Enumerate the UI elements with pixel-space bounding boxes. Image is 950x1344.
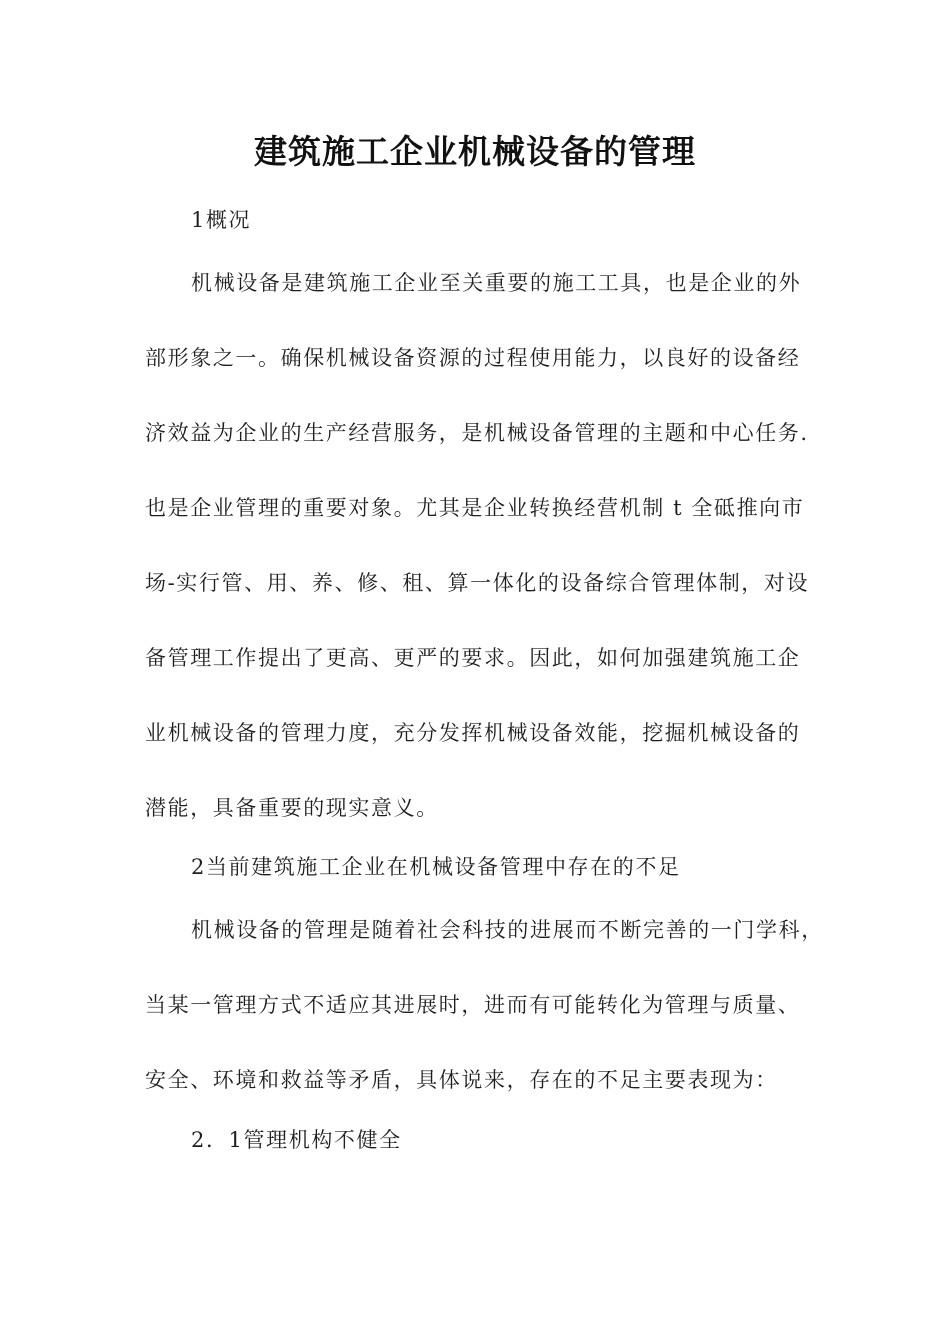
paragraph-line: 机械设备是建筑施工企业至关重要的施工工具，也是企业的外 [191, 271, 802, 295]
paragraph-line: 安全、环境和救益等矛盾，具体说来，存在的不足主要表现为： [145, 1068, 778, 1092]
subsection-heading: 2．1管理机构不健全 [191, 1128, 402, 1152]
paragraph-line: 备管理工作提出了更高、更严的要求。因此，如何加强建筑施工企 [145, 646, 801, 670]
document-title: 建筑施工企业机械设备的管理 [254, 132, 696, 171]
paragraph-line: 机械设备的管理是随着社会科技的进展而不断完善的一门学科， [191, 918, 824, 942]
paragraph-line: 济效益为企业的生产经营服务，是机械设备管理的主题和中心任务. [145, 421, 809, 445]
paragraph-line: 部形象之一。确保机械设备资源的过程使用能力，以良好的设备经 [145, 346, 801, 370]
section-heading-shortcomings: 2当前建筑施工企业在机械设备管理中存在的不足 [191, 855, 681, 879]
paragraph-line: 场-实行管、用、养、修、租、算一体化的设备综合管理体制，对设 [145, 571, 810, 595]
section-heading-overview: 1概况 [191, 208, 252, 232]
paragraph-line: 当某一管理方式不适应其进展时，进而有可能转化为管理与质量、 [145, 993, 801, 1017]
paragraph-line: 也是企业管理的重要对象。尤其是企业转换经营机制 t 全砥推向市 [145, 496, 805, 520]
paragraph-line: 潜能，具备重要的现实意义。 [145, 796, 439, 820]
paragraph-line: 业机械设备的管理力度，充分发挥机械设备效能，挖掘机械设备的 [145, 721, 801, 745]
